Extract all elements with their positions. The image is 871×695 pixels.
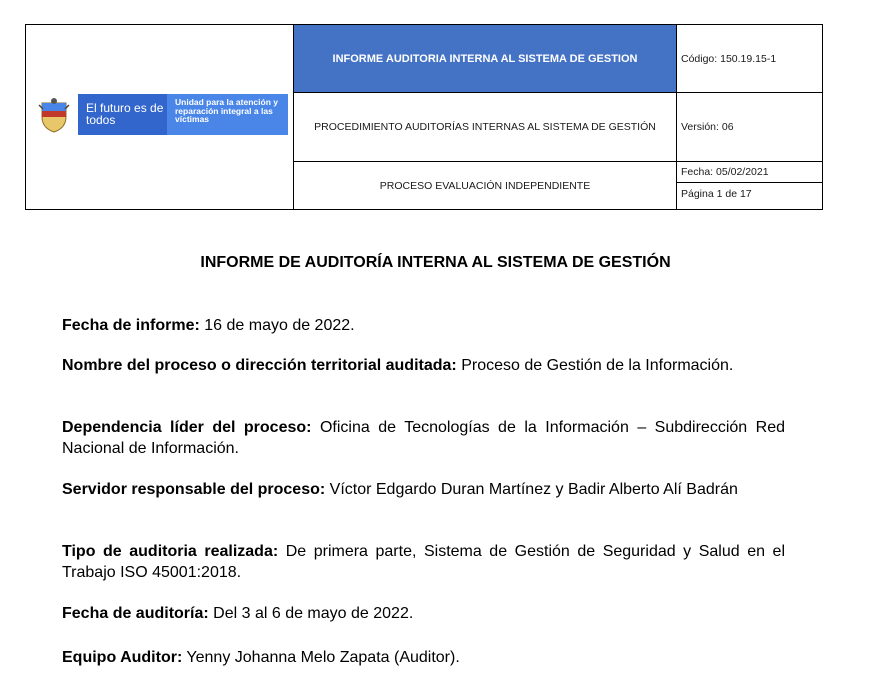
field-value: Oficina de Tecnologías de la Información – Subdirección Red Nacional de Información.	[62, 419, 786, 457]
field-audit-date	[62, 603, 785, 624]
logo-tagline: El futuro es de todos	[78, 94, 167, 135]
header-process: PROCESO EVALUACIÓN INDEPENDIENTE	[379, 180, 591, 192]
field-label: Dependencia líder del proceso:	[62, 419, 312, 436]
field-value: Yenny Johanna Melo Zapata (Auditor).	[182, 649, 460, 666]
field-label: Equipo Auditor:	[62, 649, 183, 666]
header-code: Código: 150.19.15-1	[681, 52, 777, 65]
header-version: Versión: 06	[681, 121, 734, 133]
field-report-date	[62, 315, 785, 336]
institution-logo	[30, 93, 290, 137]
field-audit-type	[62, 541, 785, 583]
logo-entity-name: Unidad para la atención y reparación integral a las víctimas	[167, 94, 288, 135]
header-title: INFORME AUDITORIA INTERNA AL SISTEMA DE GESTION	[294, 25, 676, 92]
field-value: Proceso de Gestión de la Información.	[456, 357, 734, 374]
document-header-table	[25, 24, 823, 210]
field-value: Del 3 al 6 de mayo de 2022.	[208, 605, 414, 622]
field-value: 16 de mayo de 2022.	[199, 317, 355, 334]
header-date: Fecha: 05/02/2021	[681, 166, 769, 178]
field-label: Servidor responsable del proceso:	[62, 481, 326, 498]
field-audit-team	[62, 647, 785, 668]
field-label: Nombre del proceso o dirección territorial auditada:	[62, 357, 457, 374]
field-label: Fecha de informe:	[62, 317, 200, 334]
header-procedure: PROCEDIMIENTO AUDITORÍAS INTERNAS AL SISTEMA DE GESTIÓN	[314, 121, 656, 133]
field-value: Víctor Edgardo Duran Martínez y Badir Alberto Alí Badrán	[325, 481, 738, 498]
field-label: Tipo de auditoria realizada:	[62, 543, 279, 560]
header-page: Página 1 de 17	[681, 187, 752, 200]
field-lead-office	[62, 417, 785, 459]
field-responsible	[62, 479, 785, 500]
document-title: INFORME DE AUDITORÍA INTERNA AL SISTEMA DE GESTIÓN	[200, 254, 671, 271]
field-label: Fecha de auditoría:	[62, 605, 209, 622]
field-process-name	[62, 355, 785, 376]
coat-of-arms-icon	[37, 97, 71, 133]
field-value: De primera parte, Sistema de Gestión de Seguridad y Salud en el Trabajo ISO 45001:2018.	[62, 543, 786, 581]
